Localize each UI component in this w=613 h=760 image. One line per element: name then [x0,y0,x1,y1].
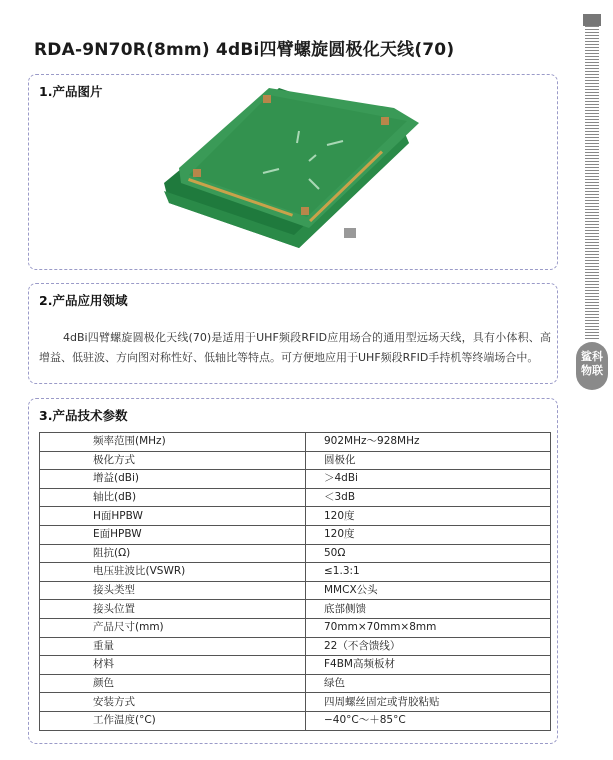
spec-value: ≤1.3:1 [306,563,551,582]
section-heading-specs: 3.产品技术参数 [39,408,128,423]
application-description: 4dBi四臂螺旋圆极化天线(70)是适用于UHF频段RFID应用场合的通用型远场天线，具有小体积、高增益、低驻波、方向图对称性好、低轴比等特点。可方便地应用于UHF频段RFID手持机等终端场合中。 [39,331,551,364]
spec-table [39,432,551,731]
side-scroll-bar [585,14,599,340]
side-bar-cap [583,14,601,26]
spec-value: ＜3dB [306,488,551,507]
spec-key: H面HPBW [40,507,306,526]
spec-value: 四周螺丝固定或背胶粘贴 [306,693,551,712]
table-row [40,674,551,693]
antenna-product-image [159,83,429,263]
brand-badge-line1: 鲨科 [581,350,603,363]
spec-value: −40°C～＋85°C [306,711,551,730]
section-product-image [28,74,558,270]
spec-value: MMCX公头 [306,581,551,600]
table-row [40,693,551,712]
spec-key: 颜色 [40,674,306,693]
table-row [40,507,551,526]
brand-badge-line2: 物联 [581,364,603,377]
spec-key: 安装方式 [40,693,306,712]
brand-badge [576,342,608,390]
table-row [40,600,551,619]
section-application [28,283,558,384]
spec-value: 902MHz～928MHz [306,433,551,452]
spec-value: ＞4dBi [306,470,551,489]
spec-key: 重量 [40,637,306,656]
table-row [40,581,551,600]
spec-value: 50Ω [306,544,551,563]
table-row [40,470,551,489]
spec-key: 电压驻波比(VSWR) [40,563,306,582]
spec-value: 120度 [306,507,551,526]
table-row [40,711,551,730]
section-heading-application: 2.产品应用领域 [39,293,128,308]
spec-value: 底部侧馈 [306,600,551,619]
spec-key: 工作温度(°C) [40,711,306,730]
section-heading-image: 1.产品图片 [39,84,103,99]
table-row [40,618,551,637]
spec-key: 接头位置 [40,600,306,619]
section-specs [28,398,558,744]
table-row [40,451,551,470]
spec-key: 产品尺寸(mm) [40,618,306,637]
spec-key: 阻抗(Ω) [40,544,306,563]
spec-key: 极化方式 [40,451,306,470]
spec-value: 绿色 [306,674,551,693]
table-row [40,525,551,544]
spec-value: 圆极化 [306,451,551,470]
spec-value: 70mm×70mm×8mm [306,618,551,637]
spec-key: 轴比(dB) [40,488,306,507]
spec-value: F4BM高频板材 [306,656,551,675]
table-row [40,488,551,507]
spec-key: 接头类型 [40,581,306,600]
spec-value: 120度 [306,525,551,544]
table-row [40,544,551,563]
table-row [40,637,551,656]
spec-key: 材料 [40,656,306,675]
table-row [40,656,551,675]
spec-key: 频率范围(MHz) [40,433,306,452]
spec-value: 22（不含馈线） [306,637,551,656]
table-row [40,563,551,582]
spec-key: E面HPBW [40,525,306,544]
page-title: RDA-9N70R(8mm) 4dBi四臂螺旋圆极化天线(70) [34,40,455,60]
table-row [40,433,551,452]
spec-key: 增益(dBi) [40,470,306,489]
